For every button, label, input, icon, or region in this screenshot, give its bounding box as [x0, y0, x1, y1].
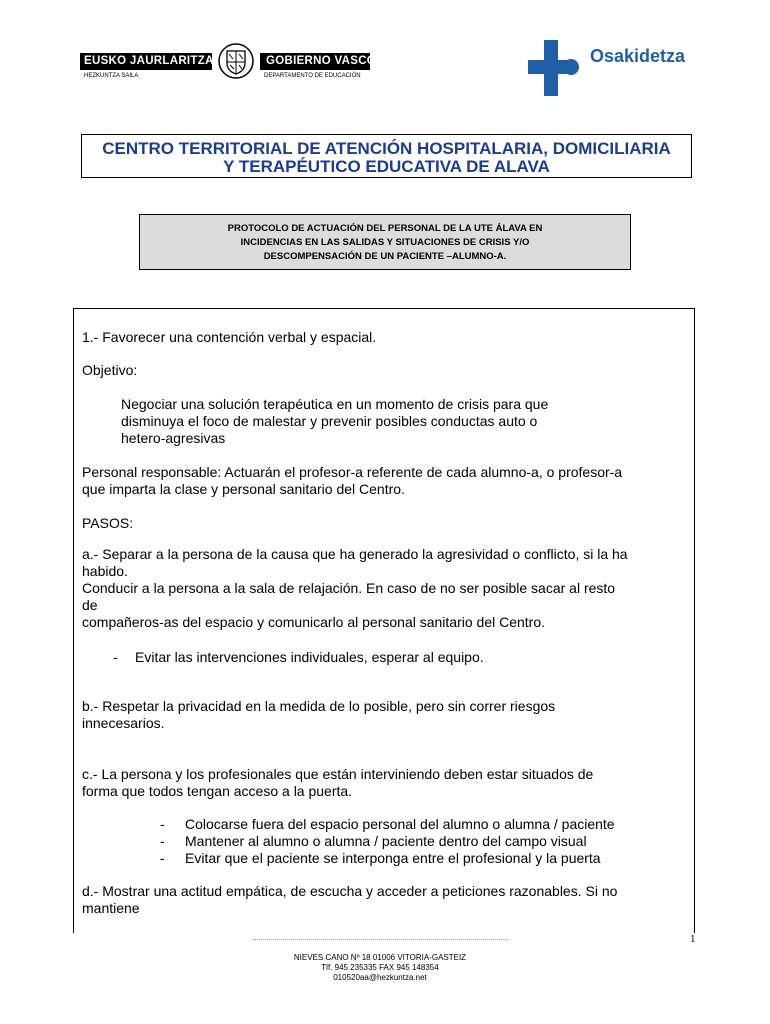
- step-d-line-2: mantiene: [82, 900, 140, 916]
- osakidetza-cross-icon: [528, 40, 588, 96]
- objetivo-text-1: Negociar una solución terapéutica en un momento de crisis para que: [121, 396, 549, 412]
- step-a-line-5: compañeros-as del espacio y comunicarlo al personal sanitario del Centro.: [82, 614, 546, 630]
- bullet-dash: -: [113, 649, 118, 665]
- step-b-line-2: innecesarios.: [82, 715, 165, 731]
- step-a-bullet: Evitar las intervenciones individuales, esperar al equipo.: [135, 649, 484, 665]
- gov-left-sublabel: HEZKUNTZA SAILA: [84, 73, 139, 79]
- document-title: [81, 134, 692, 178]
- footer-divider: [253, 939, 508, 940]
- footer-email: 010520aa@hezkuntza.net: [333, 973, 427, 982]
- section-heading: 1.- Favorecer una contención verbal y espacial.: [82, 329, 377, 345]
- personal-text-1: Personal responsable: Actuarán el profesor-a referente de cada alumno-a, o profesor-a: [82, 464, 623, 480]
- step-a-line-1: a.- Separar a la persona de la causa que ha generado la agresividad o conflicto, si la ha: [82, 546, 628, 562]
- bullet-dash: -: [160, 850, 165, 866]
- gov-left-label: EUSKO JAURLARITZA: [80, 53, 212, 70]
- protocol-line-1: PROTOCOLO DE ACTUACIÓN DEL PERSONAL DE LA UTE ÁLAVA EN: [227, 223, 543, 234]
- objetivo-text-2: disminuya el foco de malestar y prevenir posibles conductas auto o: [121, 413, 538, 429]
- footer-phone: Tlf. 945 235335 FAX 945 148354: [321, 963, 439, 972]
- coat-of-arms-icon: [216, 41, 256, 81]
- gov-right-sublabel: DEPARTAMENTO DE EDUCACIÓN: [264, 73, 361, 79]
- step-c-bullet-2: Mantener al alumno o alumna / paciente dentro del campo visual: [185, 833, 587, 849]
- objetivo-label: Objetivo:: [82, 362, 138, 378]
- personal-text-2: que imparta la clase y personal sanitario del Centro.: [82, 481, 405, 497]
- bullet-dash: -: [160, 816, 165, 832]
- step-b-line-1: b.- Respetar la privacidad en la medida de lo posible, pero sin correr riesgos: [82, 698, 556, 714]
- osakidetza-brand: Osakidetza: [590, 46, 686, 66]
- pasos-label: PASOS:: [82, 515, 134, 531]
- title-line-1: CENTRO TERRITORIAL DE ATENCIÓN HOSPITALARIA, DOMICILIARIA: [102, 139, 671, 158]
- title-line-2: Y TERAPÉUTICO EDUCATIVA DE ALAVA: [223, 157, 550, 176]
- protocol-heading: [139, 214, 631, 270]
- objetivo-text-3: hetero-agresivas: [121, 430, 226, 446]
- protocol-line-2: INCIDENCIAS EN LAS SALIDAS Y SITUACIONES DE CRISIS Y/O: [240, 237, 530, 248]
- footer-address: NIEVES CANO Nº 18 01006 VITORIA-GASTEIZ: [293, 953, 467, 962]
- step-c-line-2: forma que todos tengan acceso a la puerta.: [82, 783, 353, 799]
- step-a-line-3: Conducir a la persona a la sala de relajación. En caso de no ser posible sacar al resto: [82, 580, 616, 596]
- step-a-line-4: de: [82, 597, 98, 613]
- gov-right-label: GOBIERNO VASCO: [260, 53, 370, 70]
- step-c-bullet-3: Evitar que el paciente se interponga entre el profesional y la puerta: [185, 850, 601, 866]
- step-a-line-2: habido.: [82, 563, 128, 579]
- page-number: 1: [690, 933, 696, 945]
- step-d-line-1: d.- Mostrar una actitud empática, de escucha y acceder a peticiones razonables. Si no: [82, 883, 618, 899]
- government-logo: [80, 53, 377, 79]
- protocol-line-3: DESCOMPENSACIÓN DE UN PACIENTE –ALUMNO-A.: [263, 251, 507, 262]
- bullet-dash: -: [160, 833, 165, 849]
- step-c-bullet-1: Colocarse fuera del espacio personal del alumno o alumna / paciente: [185, 816, 615, 832]
- step-c-line-1: c.- La persona y los profesionales que están interviniendo deben estar situados de: [82, 766, 594, 782]
